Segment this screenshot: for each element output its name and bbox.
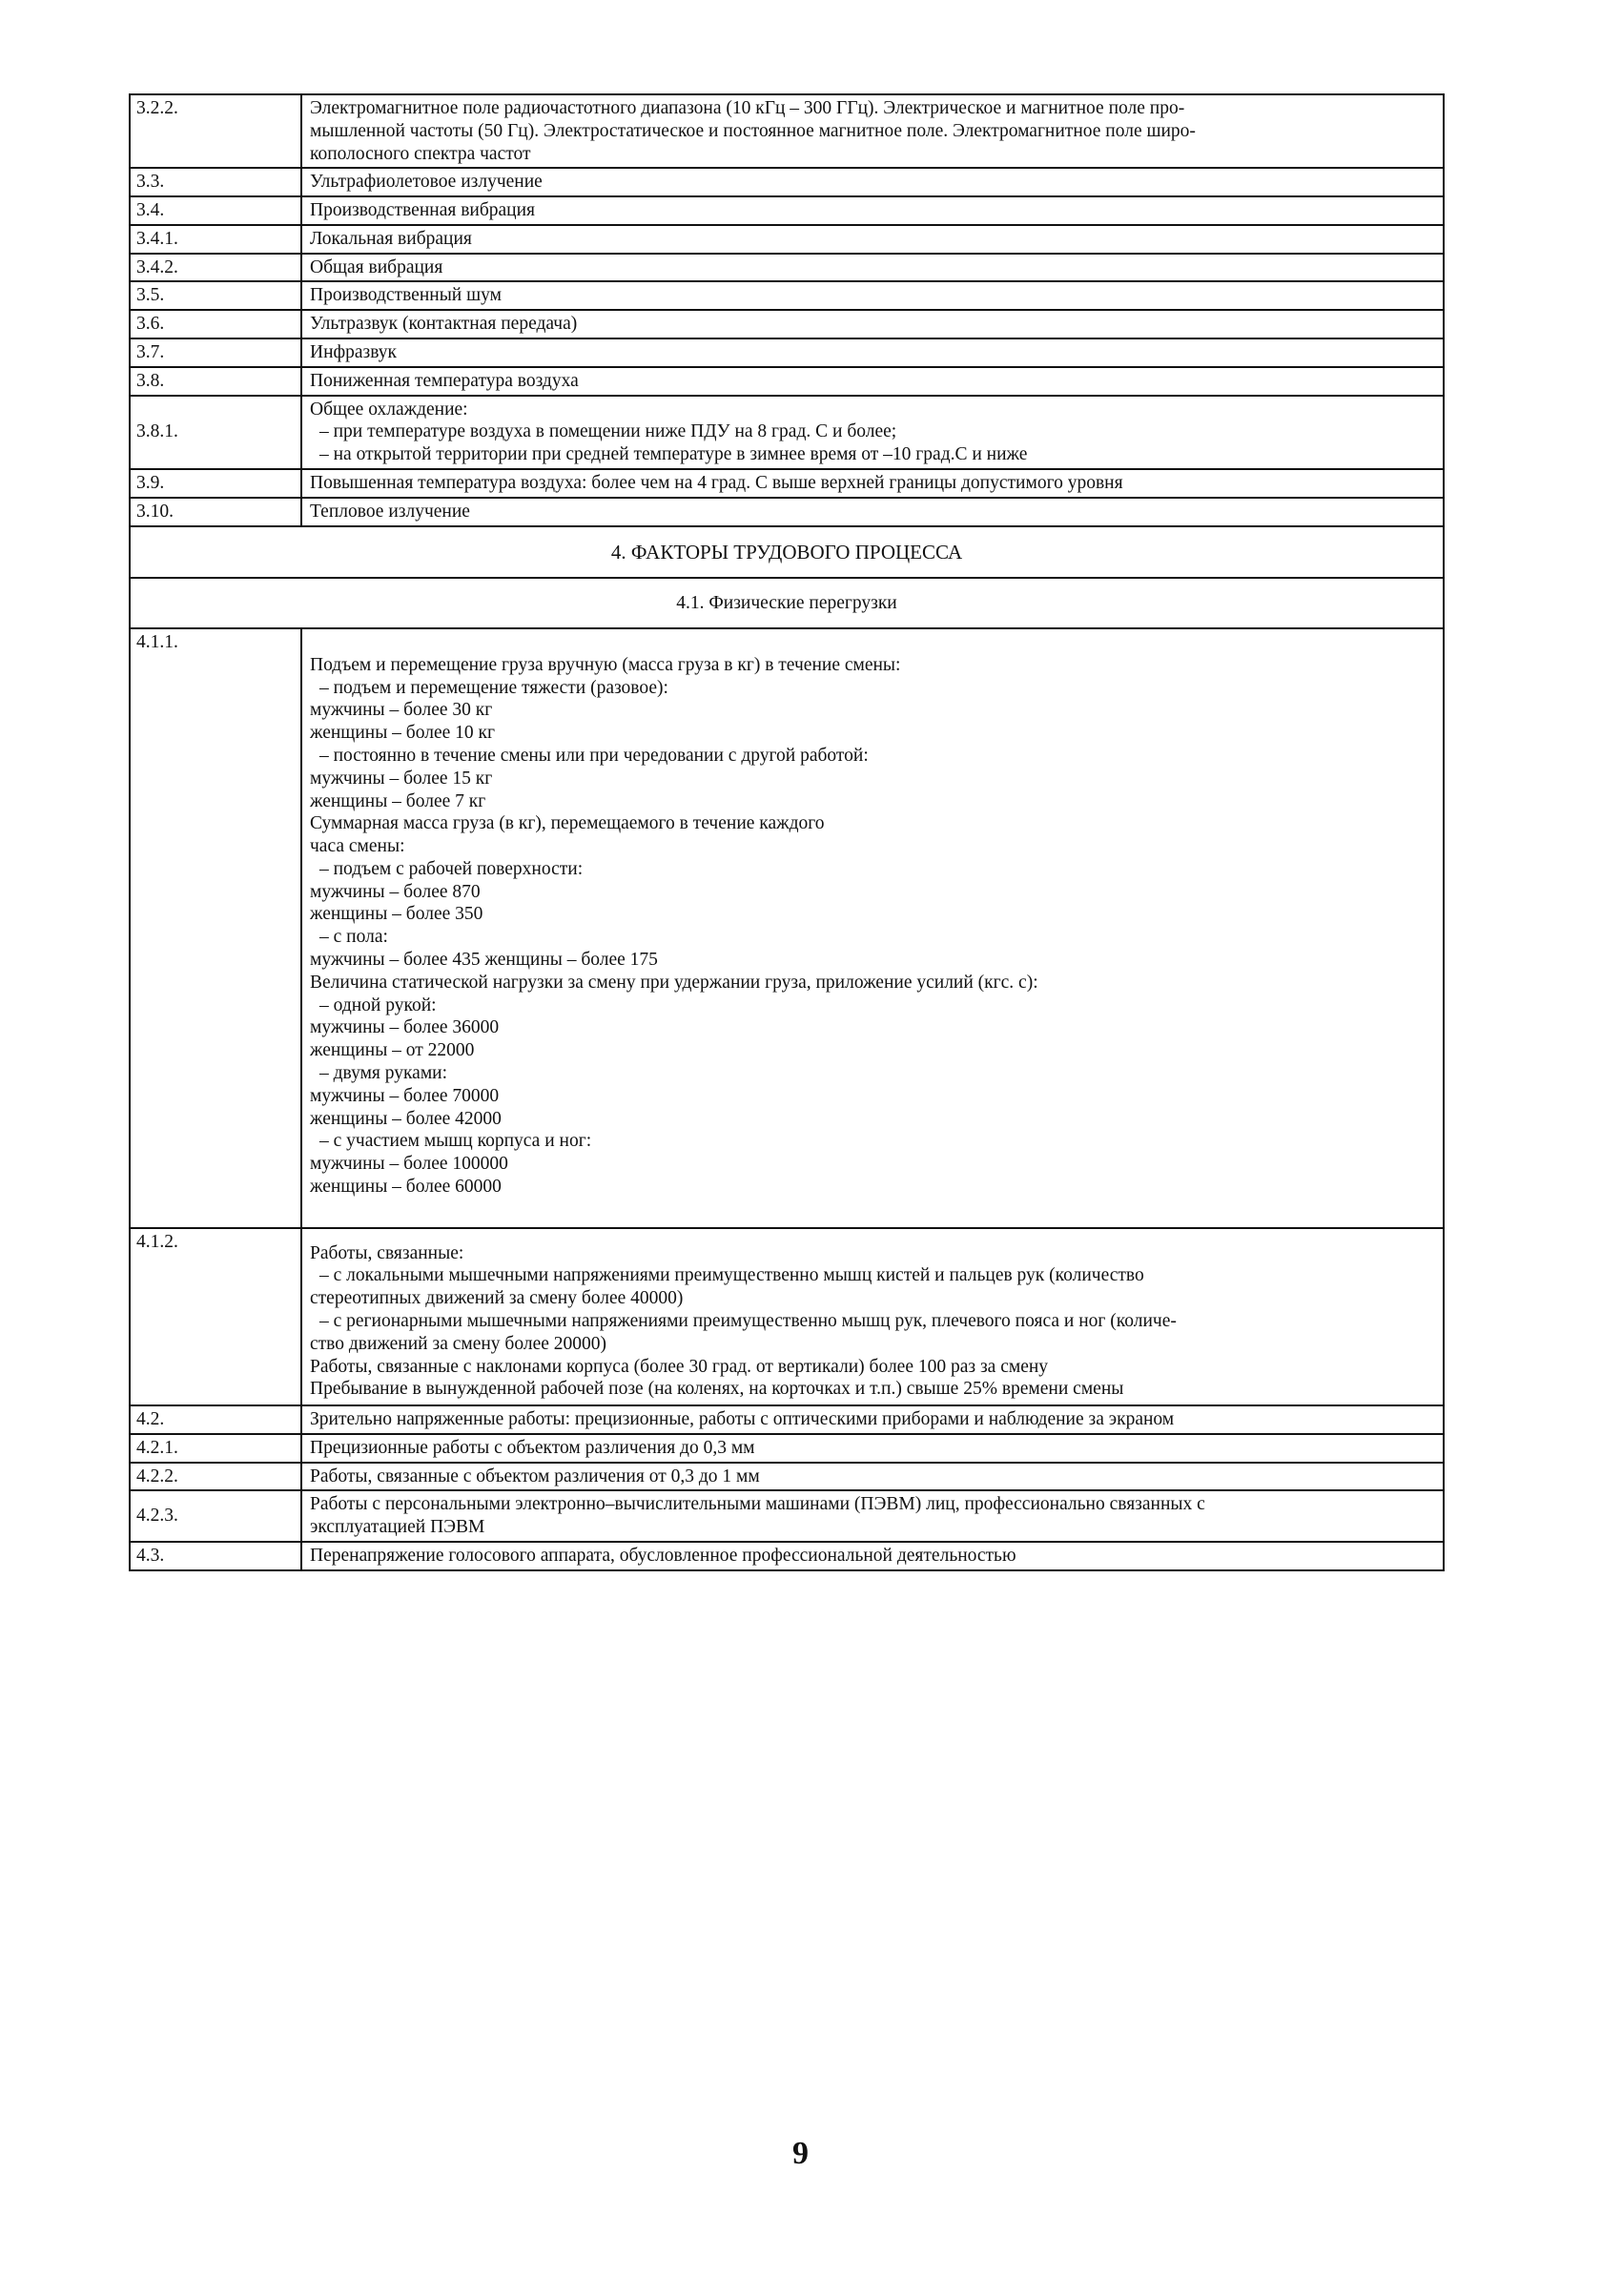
row-text-line: мужчины – более 36000 <box>310 1017 500 1038</box>
table-row <box>131 280 1443 309</box>
row-text-line: женщины – более 42000 <box>310 1108 502 1129</box>
row-text <box>302 1464 1443 1490</box>
row-text-line: Суммарная масса груза (в кг), перемещаемого в течение каждого <box>310 813 825 834</box>
row-text-line: эксплуатацией ПЭВМ <box>310 1517 485 1538</box>
row-number: 4.3. <box>131 1543 302 1569</box>
table-row <box>131 497 1443 525</box>
row-text <box>302 226 1443 253</box>
table-row <box>131 1404 1443 1433</box>
row-text-line: мужчины – более 70000 <box>310 1085 500 1106</box>
row-text <box>302 339 1443 366</box>
row-text-line: мужчины – более 15 кг <box>310 768 493 789</box>
row-text-line: – подъем с рабочей поверхности: <box>319 858 584 879</box>
row-text-line: женщины – более 10 кг <box>310 723 495 744</box>
row-text-line: Работы, связанные с наклонами корпуса (более 30 град. от вертикали) более 100 раз за смену <box>310 1356 1049 1377</box>
row-text-line: кополосного спектра частот <box>310 143 531 164</box>
table-row <box>131 195 1443 224</box>
row-number: 3.4.1. <box>131 226 302 253</box>
row-number: 3.4.2. <box>131 255 302 281</box>
row-text-line: Зрительно напряженные работы: прецизионные, работы с оптическими приборами и наблюдение за экраном <box>310 1409 1175 1430</box>
row-number: 3.7. <box>131 339 302 366</box>
table-row <box>131 1227 1443 1404</box>
row-text-line: Подъем и перемещение груза вручную (масса груза в кг) в течение смены: <box>310 654 901 675</box>
row-text-line: – с локальными мышечными напряжениями преимущественно мышц кистей и пальцев рук (количество <box>319 1265 1144 1286</box>
row-text-line: Перенапряжение голосового аппарата, обусловленное профессиональной деятельностью <box>310 1546 1016 1567</box>
row-number: 3.2.2. <box>131 95 302 167</box>
row-number: 3.3. <box>131 169 302 195</box>
row-text-line: Величина статической нагрузки за смену при удержании груза, приложение усилий (кгс. с): <box>310 972 1038 993</box>
row-text-line: стереотипных движений за смену более 40000) <box>310 1288 684 1309</box>
table-row <box>131 468 1443 497</box>
row-text-line: Производственная вибрация <box>310 200 536 221</box>
row-text-line: – с пола: <box>319 927 388 948</box>
table-row <box>131 95 1443 167</box>
row-text-line: Общее охлаждение: <box>310 399 468 420</box>
row-text <box>302 397 1443 468</box>
row-text-line: Локальная вибрация <box>310 228 472 249</box>
row-text-line: ство движений за смену более 20000) <box>310 1333 607 1354</box>
row-number: 4.2.3. <box>131 1491 302 1541</box>
row-text <box>302 255 1443 281</box>
table-row <box>131 366 1443 395</box>
row-number: 3.8. <box>131 368 302 395</box>
row-text-line: женщины – более 7 кг <box>310 790 486 811</box>
row-number: 3.9. <box>131 470 302 497</box>
row-number: 4.2.2. <box>131 1464 302 1490</box>
factors-table <box>129 93 1445 1571</box>
table-row <box>131 167 1443 195</box>
page-number: 9 <box>792 2136 809 2171</box>
row-number: 3.8.1. <box>131 397 302 468</box>
row-text-line: – с участием мышц корпуса и ног: <box>319 1131 592 1152</box>
row-number: 3.10. <box>131 499 302 525</box>
row-text-line: Общая вибрация <box>310 256 443 277</box>
row-text-line: – при температуре воздуха в помещении ниже ПДУ на 8 град. С и более; <box>319 421 897 442</box>
row-text <box>302 1491 1443 1541</box>
row-text-line: мужчины – более 100000 <box>310 1154 508 1175</box>
row-text-line: – двумя руками: <box>319 1062 448 1083</box>
table-row <box>131 253 1443 281</box>
row-text-line: – одной рукой: <box>319 994 437 1015</box>
row-text <box>302 1543 1443 1569</box>
row-number: 4.2.1. <box>131 1435 302 1462</box>
table-row <box>131 1433 1443 1462</box>
row-text <box>302 197 1443 224</box>
subsection-title: 4.1. Физические перегрузки <box>131 577 1443 627</box>
row-text-line: Пребывание в вынужденной рабочей позе (на коленях, на корточках и т.п.) свыше 25% времени смены <box>310 1379 1124 1400</box>
row-text <box>302 95 1443 167</box>
row-text <box>302 1229 1443 1404</box>
row-number: 3.4. <box>131 197 302 224</box>
table-row <box>131 627 1443 1227</box>
row-text-line: Повышенная температура воздуха: более чем на 4 град. С выше верхней границы допустимого уровня <box>310 472 1123 493</box>
row-text-line: Пониженная температура воздуха <box>310 370 579 391</box>
row-text-line: – подъем и перемещение тяжести (разовое): <box>319 677 668 698</box>
row-text-line: Работы с персональными электронно–вычислительными машинами (ПЭВМ) лиц, профессионально связанных с <box>310 1494 1205 1515</box>
table-row <box>131 224 1443 253</box>
table-row <box>131 309 1443 338</box>
row-text-line: Ультрафиолетовое излучение <box>310 172 543 193</box>
row-text-line: мышленной частоты (50 Гц). Электростатическое и постоянное магнитное поле. Электромагнитное поле широ- <box>310 120 1196 141</box>
row-text <box>302 499 1443 525</box>
row-number: 3.5. <box>131 282 302 309</box>
row-number: 4.1.2. <box>131 1229 302 1404</box>
row-text-line: женщины – более 350 <box>310 904 483 925</box>
row-text-line: Инфразвук <box>310 342 398 363</box>
row-text <box>302 629 1443 1227</box>
row-text-line: Работы, связанные: <box>310 1242 464 1263</box>
section-title: 4. ФАКТОРЫ ТРУДОВОГО ПРОЦЕССА <box>131 525 1443 578</box>
row-text <box>302 368 1443 395</box>
row-text-line: – на открытой территории при средней температуре в зимнее время от –10 град.С и ниже <box>319 444 1028 465</box>
row-text-line: мужчины – более 435 женщины – более 175 <box>310 950 658 971</box>
table-row <box>131 1541 1443 1569</box>
row-text-line: часа смены: <box>310 836 405 857</box>
row-text <box>302 311 1443 338</box>
row-text-line: мужчины – более 870 <box>310 881 481 902</box>
row-text <box>302 1435 1443 1462</box>
row-text-line: – с регионарными мышечными напряжениями преимущественно мышц рук, плечевого пояса и ног (количе- <box>319 1310 1177 1331</box>
row-text-line: – постоянно в течение смены или при чередовании с другой работой: <box>319 746 869 767</box>
row-number: 4.2. <box>131 1406 302 1433</box>
row-number: 3.6. <box>131 311 302 338</box>
row-text <box>302 169 1443 195</box>
table-row <box>131 1462 1443 1490</box>
row-text-line: Ультразвук (контактная передача) <box>310 314 578 335</box>
row-text-line: Работы, связанные с объектом различения от 0,3 до 1 мм <box>310 1466 760 1486</box>
row-text-line: Производственный шум <box>310 285 502 306</box>
row-text-line: мужчины – более 30 кг <box>310 700 493 721</box>
row-text-line: Прецизионные работы с объектом различения до 0,3 мм <box>310 1437 755 1458</box>
row-number: 4.1.1. <box>131 629 302 1227</box>
row-text <box>302 282 1443 309</box>
row-text-line: женщины – от 22000 <box>310 1040 475 1061</box>
row-text-line: Тепловое излучение <box>310 501 470 522</box>
table-row <box>131 395 1443 468</box>
table-row <box>131 1489 1443 1541</box>
row-text-line: Электромагнитное поле радиочастотного диапазона (10 кГц – 300 ГГц). Электрическое и магнитное поле про- <box>310 98 1185 118</box>
row-text <box>302 1406 1443 1433</box>
row-text <box>302 470 1443 497</box>
row-text-line: женщины – более 60000 <box>310 1176 502 1197</box>
table-row <box>131 338 1443 366</box>
